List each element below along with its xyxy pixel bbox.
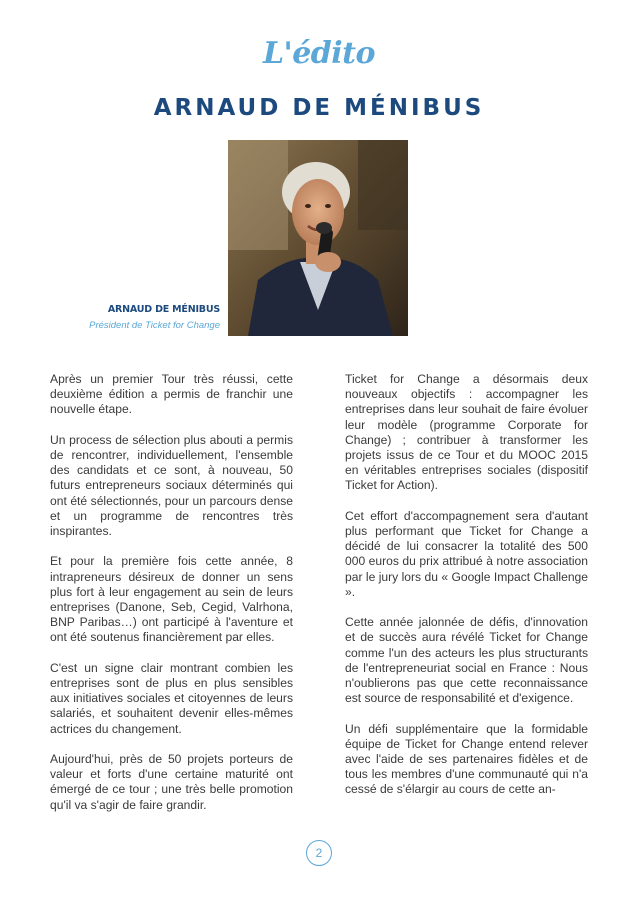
paragraph: Un process de sélection plus abouti a permis de rencontrer, individuellement, l'ensemble des candidats et ce sont, à nouveau, 50 futurs entrepreneurs sociaux déterminés qui ont été sélectionnés, pour un parcours dense et un programme de rencontres très inspirantes.	[50, 432, 293, 539]
photo-caption-role: Président de Ticket for Change	[89, 320, 220, 331]
paragraph: Aujourd'hui, près de 50 projets porteurs de valeur et forts d'une certaine maturité ont émergé de ce tour ; une très belle promotion qu'il va s'agir de faire grandir.	[50, 752, 293, 812]
paragraph: Cette année jalonnée de défis, d'innovation et de succès aura révélé Ticket for Change comme l'un des acteurs les plus structurants de l'entrepreneuriat social en France : Nous n'oublierons pas que cette reconnaissance est source de responsabilité et d'exigence.	[345, 615, 588, 706]
page-number: 2	[306, 840, 332, 866]
paragraph: Et pour la première fois cette année, 8 intrapreneurs désireux de donner un sens plus fort à leur engagement au sein de leurs entreprises (Danone, Seb, Cegid, Valrhona, BNP Paribas…) ont participé à l'aventure et ont été soutenus financièrement par elles.	[50, 554, 293, 645]
portrait-photo	[228, 140, 408, 336]
section-title: L'édito	[262, 36, 376, 71]
page-title: ARNAUD DE MÉNIBUS	[153, 95, 485, 121]
paragraph: Après un premier Tour très réussi, cette deuxième édition a permis de franchir une nouvelle étape.	[50, 372, 293, 417]
paragraph: Cet effort d'accompagnement sera d'autant plus performant que Ticket for Change a décidé de lui consacrer la totalité des 500 000 euros du prix attribué à notre association par le jury lors du « Google Impact Challenge ».	[345, 508, 588, 599]
paragraph: Ticket for Change a désormais deux nouveaux objectifs : accompagner les entreprises dans leur souhait de faire évoluer leur modèle (programme Corporate for Change) ; contribuer à transformer les projets issus de ce Tour et du MOOC 2015 en véritables entreprises sociales (dispositif Ticket for Action).	[345, 372, 588, 493]
photo-caption-name: ARNAUD DE MÉNIBUS	[107, 304, 220, 315]
paragraph: Un défi supplémentaire que la formidable équipe de Ticket for Change entend relever avec l'aide de ses partenaires fidèles et de tous les membres d'une communauté qui n'a cessé de s'élargir au cours de cette an-	[345, 721, 588, 797]
right-column	[345, 372, 588, 813]
paragraph: C'est un signe clair montrant combien les entreprises sont de plus en plus sensibles aux initiatives sociales et citoyennes de leurs salariés, et souhaitent devenir elles-mêmes actrices du changement.	[50, 660, 293, 736]
left-column	[50, 372, 293, 828]
